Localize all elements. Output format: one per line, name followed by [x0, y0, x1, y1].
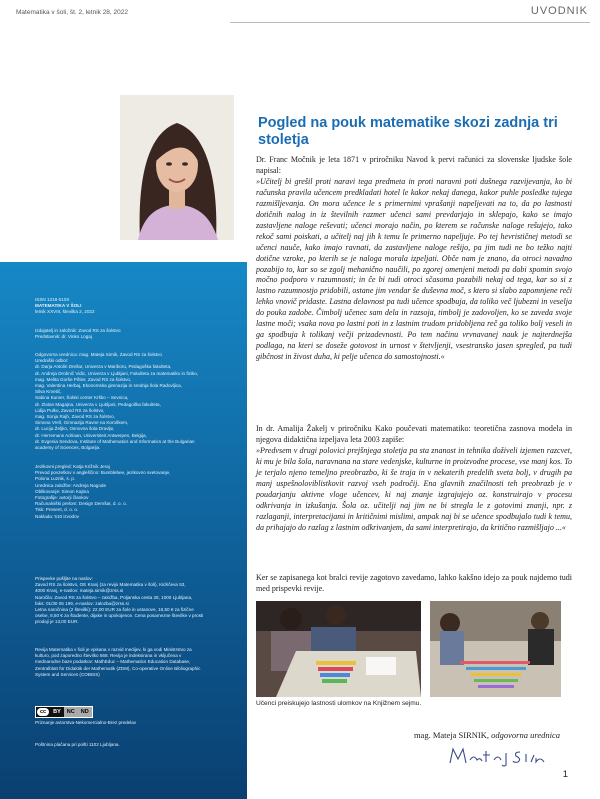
photo-students-floor [430, 601, 561, 697]
credit-line: Polona Luznik, s. p. [35, 476, 76, 482]
publisher: Izdajatelj in založnik: Zavod RS za šolstvo [35, 328, 121, 333]
issn: ISSN 1318-010X [35, 297, 70, 302]
board-member: Lidija Pulko, Zavod RS za šolstvo, [35, 407, 105, 413]
cc-license-badge [35, 706, 93, 718]
author-role: odgovorna urednica [491, 730, 560, 740]
board-member: dr. Andreja Drobnič Vidic, Univerza v Ljubljani, Fakulteta za matematiko in fiziko, [35, 370, 199, 376]
credit-line: Tisk: Present, d. o. o. [35, 507, 79, 513]
board-member: dr. Zlatan Magajna, Univerza v Ljubljani, Pedagoška fakulteta, [35, 401, 161, 407]
article-title: Pogled na pouk matematike skozi zadnja tri stoletja [258, 115, 558, 148]
photo-students-table [256, 601, 421, 697]
credit-line: Računalniški prelom: Design Demšar, d. o. o. [35, 501, 127, 507]
cc-icon: cc [37, 708, 49, 716]
board-member: dr. Herremans Adriaan, Universiteit Antwerpen, Belgija, [35, 432, 147, 438]
credit-line: Naklada: 510 izvodov [35, 513, 79, 519]
issn-block [35, 297, 240, 316]
paragraph-mocnik [256, 155, 572, 363]
indexing-line: kulturo, pod zaporedno številko 568. Revija je indeksirana in vključena v [35, 653, 182, 659]
production-credits [35, 464, 240, 520]
subscription-line: 4000 Kranj, e-naslov: mateja.sirnik@zrss.si [35, 588, 124, 594]
subscription-info [35, 576, 240, 626]
editor-in-chief: Odgovorna urednica: mag. Mateja Sirnik, Zavod RS za šolstvo [35, 352, 162, 357]
indexing-line: Revija Matematika v šoli je vpisana v razvid medijev, ki ga vodi Ministrstvo za [35, 647, 192, 652]
paragraph-intro: Dr. Franc Močnik je leta 1871 v priročniku Navod k pervi računici za slovenske ljudske šole napisal: [256, 155, 572, 175]
postage-note [35, 742, 240, 748]
paragraph-zakelj [256, 424, 572, 534]
volume: letnik XXVIII, številka 2, 2022 [35, 309, 95, 315]
author-name: mag. Mateja SIRNIK, [413, 730, 490, 740]
paragraph-closing: Ker se zapisanega kot bralci revije zagotovo zavedamo, lahko kakšno idejo za pouk najdemo tudi med prispevki revije. [256, 573, 572, 593]
representative: Predstavnik: dr. Vinko Logaj [35, 334, 92, 340]
board-member: Simona Vreš, Gimnazija Ravne na Koroškem, [35, 420, 129, 426]
board-member: mag. Melita Gorše Pihler, Zavod RS za šolstvo, [35, 376, 132, 382]
photo-caption: Učenci preiskujejo lastnosti ulomkov na Knjižnem sejmu. [256, 700, 422, 707]
editorial-board [35, 352, 240, 451]
board-member: academy of Sciences, Bolgarija. [35, 445, 101, 451]
colophon-sidebar [0, 262, 247, 799]
cc-nd-icon: ND [78, 707, 92, 717]
editor-portrait [120, 95, 234, 240]
board-member: Sabina Kumer, Šolski center Krško – Sevnica, [35, 395, 129, 401]
header-rule [230, 22, 590, 23]
indexing-line: Zentralblatt für Didaktik der Mathematik (ZDM), Co-operative Online Bibliographic [35, 665, 201, 671]
board-member: dr. Darja Antolin Drešar, Univerza v Mariboru, Pedagoška fakulteta, [35, 364, 172, 370]
indexing-line: mednarodne baze podatkov: MathEduc – Mathematics Education Database, [35, 659, 191, 665]
credit-line: Urednica založbe: Andreja Nagode [35, 482, 106, 488]
subscription-line: osebe, 8,50 € za študente, dijake in upokojence. Cena posamezne številke v prosti [35, 613, 204, 619]
board-title: Uredniški odbor: [35, 358, 69, 364]
cc-nc-icon: NC [64, 707, 78, 717]
credit-line: Jezikovni pregled: Katja Križnik Jeraj [35, 464, 110, 469]
subscription-line: Letna naročnina (2 številki): 22,00 EUR za šole in ustanove, 16,50 € za fizične [35, 607, 194, 613]
postage-label: Poštnina plačana pri pošti 1102 Ljubljana. [35, 742, 120, 747]
publisher-block [35, 328, 240, 340]
section-label: UVODNIK [530, 5, 588, 17]
paragraph-intro: In dr. Amalija Žakelj v priročniku Kako poučevati matematiko: teoretična zasnova modela in njegova didaktična izpeljava leta 2003 zapiše: [256, 424, 572, 444]
subscription-line: prodaji je 13,00 EUR. [35, 619, 79, 625]
author-signature-line [360, 730, 560, 740]
quote-zakelj: »Predvsem v drugi polovici prejšnjega stoletja pa sta znanost in tehnika doživeli izjemen razcvet, ki mu je bila šola, naravnana na stare vedenjske, kulturne in proizvodne procese, vse manj kos. To je terjalo njeno temeljno preobrazbo, ki še traja in v nekaterih predelih sveta bolj, v drugih pa manj uspešnoloviblistkovit razvoj vseh področij. Ena glavnih značilnosti teh preobrazb je v poudarjanju aktivne vloge učencev, ki naj znanje izgrajujejo oz. konstruirajo v procesu odkrivanja in izkušanja. Šola oz. učitelji naj jim ne bi stregla le z gotovimi znanji, npr. z razlaganji, interpretacijami in kritičnimi mislimi, ampak naj bi se učence spodbujalo tudi k temu, da prihajajo do razlag z lastnim odkrivanjem, da sami interpretirajo, da kritično razmišljajo ...« [256, 445, 572, 532]
quote-mocnik: »Učitelj bi grešil proti naravi tega predmeta in proti naravni poti dušnega razvijevanja, ko bi računska pravila učencem predkladati hotel le kakor nekaj danega, kakor puhle posledke tujega razmišljevanja. On mora učence le s primernimi vprašanji napeljevati na to, da po lastnosti dotičnih nalog in iz številnih razmer učenci sami prevdarjajo in sklepajo, kako se imajo zastavljene naloge reševati; učenci morajo način, po kterem se računske naloge rešujejo, tako rekoč sami poiskati, a učitelj naj jih k temu le primerno napeljuje. Po tej hevrističnej metodi se učenci nauče, kako imajo ravnati, da zastavljene naloge rešijo, pa jim tudi ne bo težko najti dotične vzroke, po kterih se je naloga morala izpeljati. Obče nam je znano, da otroci navadno pozabijo to, kar so se zgolj mehanično naučili, po zgorej omenjeni metodi pa dobi spomin svojo močno podporo v razumnosti; in če bi tudi otroci sčasoma pozabili nekaj od tega, kar so si z lastno razumnostjo pridobili, ostane jim vendar še duševna moč, s ktero si slabo zapomnjene reči lehko vnovič pridaste. Lastna delavnost pa tudi učence spodbuja, da toliko več ljubezni in veselja do pouka zadobe. Čimbolj učenec sam dela in razsoja, timbolj je zadovoljen, ko se zaveda svoje lastne moči; vsaka nova po lastni poti in z lastnim trudom pridobljena reč ga toliko bolj veseli in ga spodbuja k tolikanj večji prizadevnosti. Po tem načinu vrvnavanej nauk je najterdnejša podlaga, na kteri se doseže gotovost in urnost v štetvljenji, vsestransko jasen spregled, pa tudi gibčnost in živost duha, ki pelje učenca do samostojnosti.« [256, 176, 572, 362]
credit-line: Prevod povzetkov v angleščino: Bumblebee, jezikovno svetovanje, [35, 470, 171, 476]
journal-name: MATEMATIKA V ŠOLI [35, 303, 82, 309]
board-member: dr. Lucija Željko, Osnovna šola Dravlje, [35, 426, 115, 432]
board-member: Silva Kmetič, [35, 389, 62, 395]
board-member: mag. Valentina Herbaj, Ekonomska gimnazija in srednja šola Radovljica, [35, 383, 182, 389]
credit-line: Oblikovanje: Simon Kajtna [35, 488, 89, 494]
license-text [35, 720, 240, 726]
cc-by-icon: BY [53, 709, 61, 715]
subscription-line: faks: 01/30 05 199, e-naslov: zalozba@zrss.si [35, 600, 129, 606]
running-header: Matematika v šoli, št. 2, letnik 28, 2022 [16, 9, 128, 16]
subscription-line: Prispevke pošljite na naslov: [35, 576, 93, 581]
subscription-line: Naročila: Zavod RS za šolstvo – založba, Poljanska cesta 28, 1000 Ljubljana, [35, 594, 193, 600]
credit-line: Fotografije: avtorji člankov [35, 495, 89, 501]
indexing-line: System and Services (COBISS) [35, 671, 100, 677]
page-number: 1 [562, 769, 568, 780]
board-member: mag. Sonja Rajh, Zavod RS za šolstvo, [35, 414, 115, 420]
handwritten-signature [436, 745, 556, 767]
license-label: Priznanje avtorstva-Nekomercialno-Brez predelav [35, 720, 137, 725]
subscription-line: Zavod RS za šolstvo, OE Kranj (za revijo Matematika v šoli), Kidričeva 53, [35, 582, 186, 588]
board-member: dr. Evgenia Sendova, Institute of Mathematics and Informatics at the Bulgarian [35, 438, 195, 444]
indexing-info [35, 647, 240, 678]
